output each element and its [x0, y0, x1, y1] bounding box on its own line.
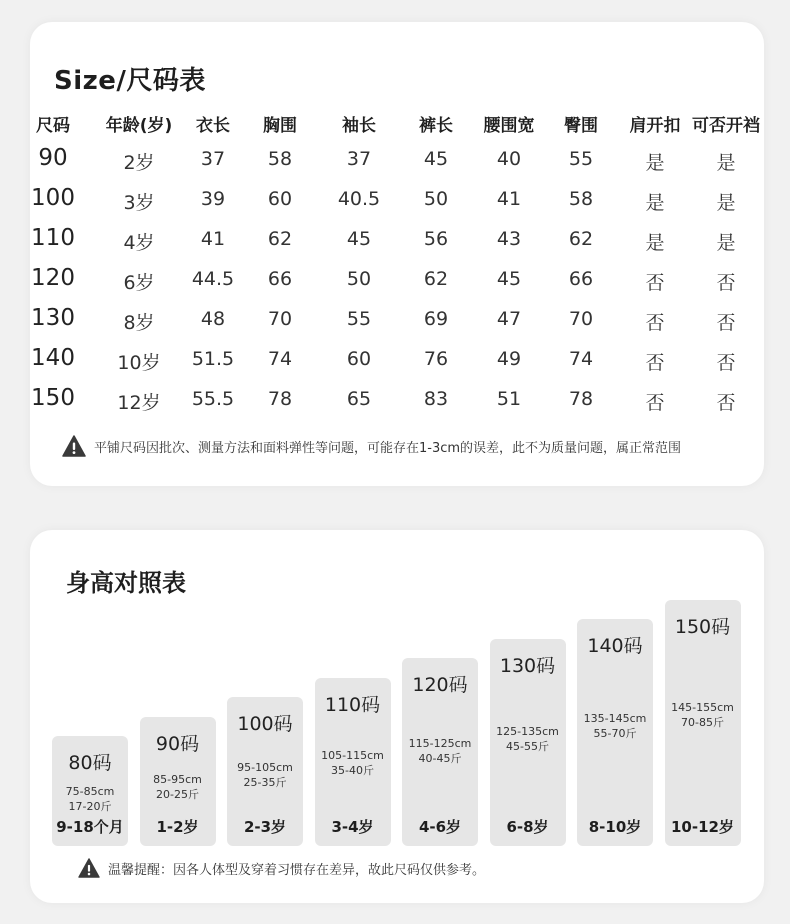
table-cell: 39 — [200, 188, 226, 210]
table-cell: 41 — [496, 188, 522, 210]
height-bar — [140, 717, 216, 847]
table-cell: 否 — [716, 352, 736, 374]
warning-triangle-icon — [78, 858, 100, 878]
table-cell: 否 — [645, 272, 665, 294]
table-cell: 78 — [568, 388, 594, 410]
bar-weight-range: 40-45斤 — [418, 752, 462, 765]
bar-weight-range: 35-40斤 — [331, 763, 374, 777]
table-cell: 43 — [496, 228, 522, 250]
size-chart-card — [30, 22, 764, 486]
table-cell: 58 — [267, 148, 293, 170]
table-cell: 66 — [568, 268, 594, 290]
table-cell: 10岁 — [117, 352, 161, 374]
table-cell: 45 — [346, 228, 372, 250]
table-cell: 否 — [716, 272, 736, 294]
bar-weight-range: 55-70斤 — [593, 727, 637, 740]
bar-size-code: 130码 — [499, 654, 556, 677]
column-header: 肩开扣 — [629, 116, 681, 136]
height-bar — [577, 619, 653, 846]
height-bar — [402, 658, 478, 846]
table-cell: 55 — [568, 148, 594, 170]
table-cell: 是 — [716, 232, 736, 254]
table-cell: 62 — [423, 268, 449, 290]
table-cell: 70 — [267, 308, 293, 330]
column-header: 袖长 — [342, 116, 376, 136]
size-code-cell: 130 — [31, 305, 75, 331]
bar-size-code: 120码 — [412, 674, 468, 696]
table-cell: 45 — [496, 268, 522, 290]
bar-age-label: 6-8岁 — [506, 818, 549, 836]
table-cell: 65 — [346, 388, 372, 410]
table-cell: 49 — [496, 348, 522, 370]
table-cell: 37 — [346, 148, 372, 170]
table-cell: 45 — [423, 148, 449, 170]
bar-weight-range: 70-85斤 — [681, 715, 724, 729]
bar-weight-range: 20-25斤 — [156, 787, 199, 801]
bar-weight-range: 17-20斤 — [68, 800, 112, 813]
table-cell: 78 — [267, 388, 293, 410]
table-cell: 62 — [568, 228, 594, 250]
table-cell: 44.5 — [191, 268, 235, 290]
column-header: 腰围宽 — [483, 116, 535, 136]
size-code-cell: 90 — [38, 145, 68, 171]
table-cell: 58 — [568, 188, 594, 210]
table-cell: 3岁 — [123, 192, 155, 214]
table-cell: 60 — [267, 188, 293, 210]
table-cell: 56 — [423, 228, 449, 250]
warning-triangle-icon — [62, 435, 86, 457]
table-cell: 40 — [496, 148, 522, 170]
table-cell: 是 — [645, 152, 665, 174]
table-cell: 76 — [423, 348, 449, 370]
table-cell: 60 — [346, 348, 372, 370]
table-cell: 74 — [568, 348, 594, 370]
column-header: 可否开裆 — [692, 116, 760, 136]
table-cell: 2岁 — [123, 152, 155, 174]
table-cell: 62 — [267, 228, 293, 250]
bar-height-range: 85-95cm — [153, 772, 202, 786]
height-chart-note — [78, 858, 485, 878]
bar-size-code: 90码 — [155, 732, 200, 755]
bar-height-range: 145-155cm — [671, 700, 734, 714]
column-header: 衣长 — [196, 116, 230, 136]
bar-size-code: 100码 — [237, 713, 293, 735]
table-cell: 40.5 — [337, 188, 381, 210]
table-cell: 12岁 — [117, 392, 161, 414]
height-bar — [52, 736, 128, 846]
size-code-cell: 110 — [31, 225, 75, 251]
column-header: 裤长 — [419, 116, 453, 136]
size-code-cell: 150 — [31, 385, 75, 411]
bar-weight-range: 45-55斤 — [506, 739, 549, 753]
table-cell: 50 — [346, 268, 372, 290]
size-chart-note — [62, 435, 681, 457]
height-chart-note-text: 温馨提醒：因各人体型及穿着习惯存在差异，故此尺码仅供参考。 — [108, 862, 486, 878]
bar-height-range: 115-125cm — [408, 737, 472, 750]
bar-height-range: 125-135cm — [496, 724, 559, 738]
size-chart-note-text: 平铺尺码因批次、测量方法和面料弹性等问题，可能存在1-3cm的误差，此不为质量问题，属正常范围 — [94, 440, 682, 456]
table-cell: 否 — [716, 392, 736, 414]
height-chart-card — [30, 530, 764, 903]
bar-size-code: 110码 — [324, 693, 381, 716]
table-cell: 是 — [716, 152, 736, 174]
table-cell: 51.5 — [191, 348, 235, 370]
table-cell: 55 — [346, 308, 372, 330]
table-cell: 6岁 — [123, 272, 155, 294]
size-chart-title: Size/尺码表 — [54, 66, 206, 96]
table-cell: 51 — [496, 388, 522, 410]
table-cell: 50 — [423, 188, 449, 210]
table-cell: 41 — [200, 228, 226, 250]
table-cell: 83 — [423, 388, 449, 410]
table-cell: 66 — [267, 268, 293, 290]
bar-height-range: 135-145cm — [583, 712, 647, 725]
table-cell: 是 — [645, 232, 665, 254]
column-header: 臀围 — [564, 116, 598, 136]
size-code-cell: 120 — [31, 265, 75, 291]
column-header: 年龄(岁) — [105, 116, 173, 136]
table-cell: 否 — [645, 392, 665, 414]
bar-age-label: 8-10岁 — [588, 818, 642, 836]
bar-age-label: 1-2岁 — [156, 818, 199, 836]
table-cell: 是 — [716, 192, 736, 214]
height-bar — [490, 639, 566, 847]
bar-size-code: 150码 — [674, 615, 731, 638]
table-cell: 55.5 — [191, 388, 235, 410]
table-cell: 否 — [645, 312, 665, 334]
table-cell: 37 — [200, 148, 226, 170]
height-chart-title: 身高对照表 — [66, 569, 186, 597]
bar-age-label: 2-3岁 — [243, 818, 287, 836]
table-cell: 8岁 — [123, 312, 155, 334]
bar-size-code: 80码 — [68, 752, 112, 774]
bar-weight-range: 25-35斤 — [243, 776, 287, 789]
table-cell: 4岁 — [123, 232, 155, 254]
size-code-cell: 140 — [31, 345, 75, 371]
size-code-cell: 100 — [31, 185, 75, 211]
height-bar — [227, 697, 303, 846]
table-cell: 74 — [267, 348, 293, 370]
bar-height-range: 75-85cm — [65, 785, 115, 798]
bar-age-label: 3-4岁 — [331, 818, 374, 836]
table-cell: 69 — [423, 308, 449, 330]
bar-age-label: 10-12岁 — [671, 818, 734, 836]
table-cell: 否 — [645, 352, 665, 374]
bar-height-range: 95-105cm — [237, 761, 293, 774]
table-cell: 48 — [200, 308, 226, 330]
table-cell: 否 — [716, 312, 736, 334]
bar-size-code: 140码 — [587, 635, 643, 657]
bar-height-range: 105-115cm — [321, 748, 384, 762]
height-bar — [665, 600, 741, 847]
height-bar — [315, 678, 391, 847]
table-cell: 70 — [568, 308, 594, 330]
column-header: 胸围 — [263, 116, 297, 136]
column-header: 尺码 — [36, 116, 70, 136]
table-cell: 是 — [645, 192, 665, 214]
bar-age-label: 9-18个月 — [56, 818, 124, 836]
table-cell: 47 — [496, 308, 522, 330]
bar-age-label: 4-6岁 — [418, 818, 462, 836]
